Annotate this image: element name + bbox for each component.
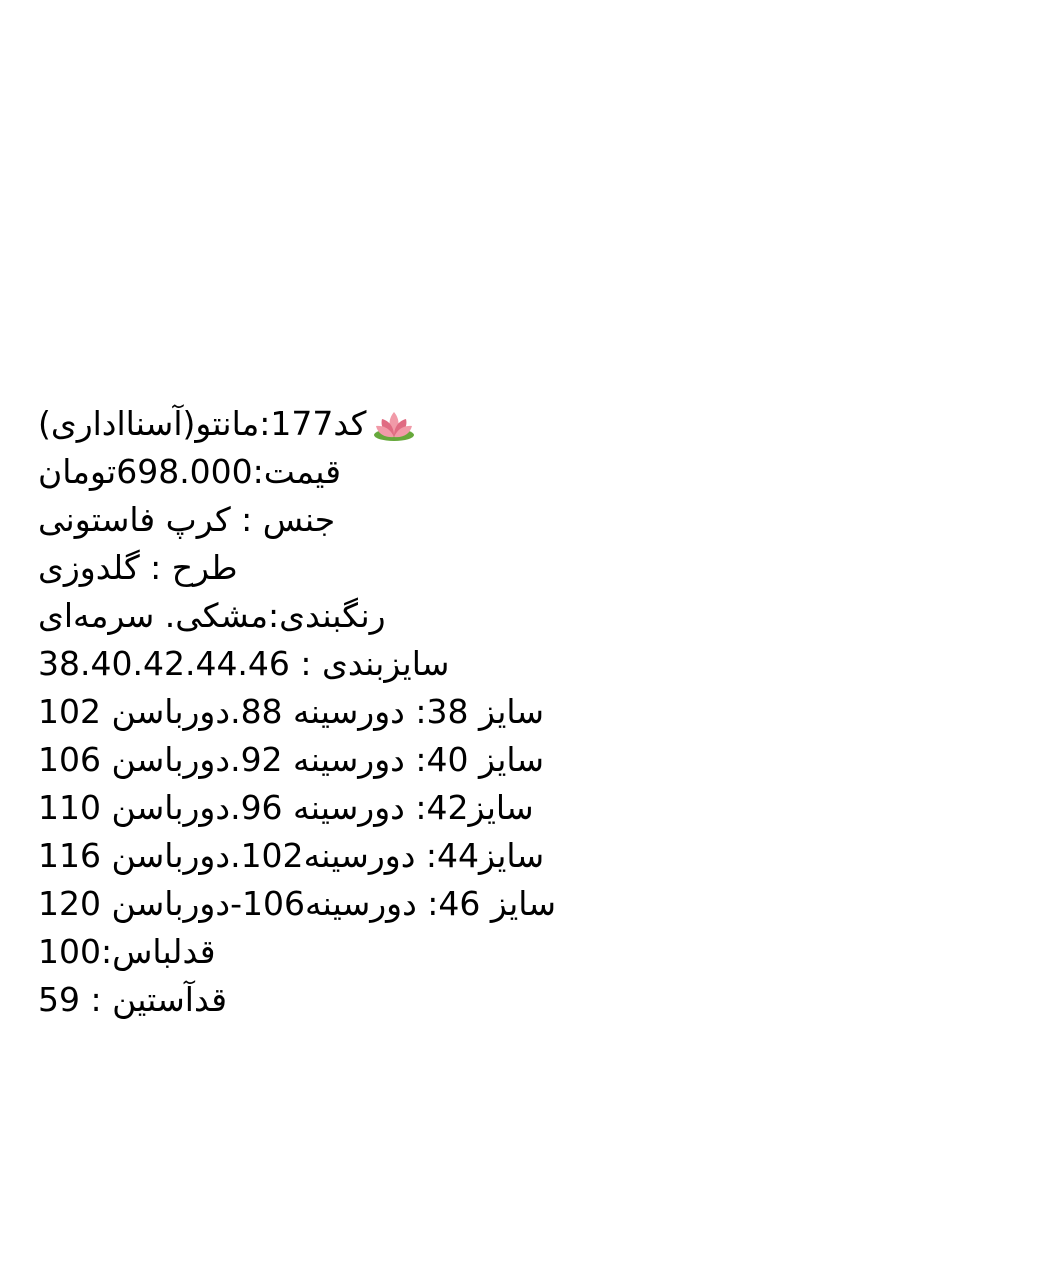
sizes-text: سایزبندی : 38.40.42.44.46 xyxy=(38,644,450,683)
size-row-38: سایز 38: دورسینه 88.دورباسن 102 xyxy=(38,692,545,731)
message-text xyxy=(38,400,658,1024)
garment-length-text: قدلباس:100 xyxy=(38,932,216,971)
material-text: جنس : کرپ فاستونی xyxy=(38,500,336,539)
sleeve-length-text: قدآستین : 59 xyxy=(38,980,228,1019)
colors-text: رنگبندی:مشکی. سرمه‌ای xyxy=(38,596,386,635)
lotus-icon xyxy=(372,407,416,443)
price-text: قیمت:698.000تومان xyxy=(38,452,342,491)
size-row-42: سایز42: دورسینه 96.دورباسن 110 xyxy=(38,788,534,827)
size-row-46: سایز 46: دورسینه106-دورباسن 120 xyxy=(38,884,557,923)
product-title-line xyxy=(38,400,416,448)
size-row-44: سایز44: دورسینه102.دورباسن 116 xyxy=(38,836,545,875)
design-text: طرح : گلدوزی xyxy=(38,548,238,587)
product-title: کد177:مانتو(آسنااداری) xyxy=(38,404,367,443)
size-row-40: سایز 40: دورسینه 92.دورباسن 106 xyxy=(38,740,545,779)
